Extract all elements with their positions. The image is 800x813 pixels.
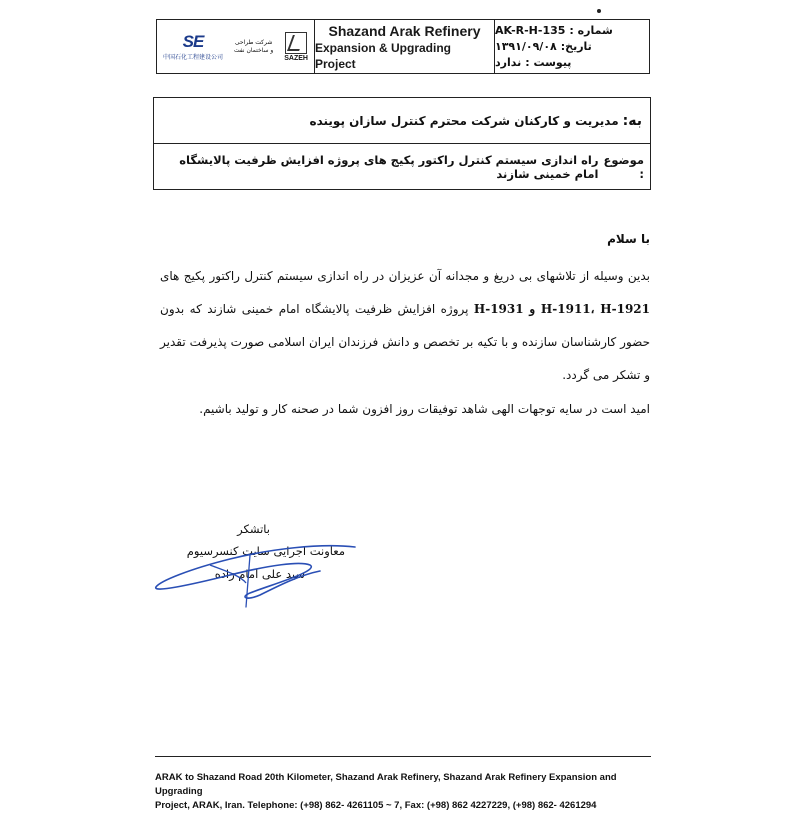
number-label: شماره : <box>569 23 613 37</box>
footer-line1: ARAK to Shazand Road 20th Kilometer, Shazand Arak Refinery, Shazand Arak Refinery Expansion and Upgrading <box>155 772 617 797</box>
company-logo: شرکت طراحی و ساختمان نفت <box>233 38 274 54</box>
sazeh-logo-text: SAZEH <box>284 54 308 62</box>
addressee-box <box>153 97 651 190</box>
sei-logo-text: SE <box>182 32 204 51</box>
subject-line <box>154 144 650 190</box>
logo-strip <box>157 20 315 73</box>
attachment-label: پیوست : <box>525 55 572 69</box>
footer-line2: Project, ARAK, Iran. Telephone: (+98) 862- 4261105 ~ 7, Fax: (+98) 862 4227229, (+98) 862- 4261294 <box>155 800 597 811</box>
body-paragraph-part2: پروژه افزایش ظرفیت پالایشگاه امام خمینی شازند که بدون حضور کارشناسان سازنده و با تکیه بر تخصص و دانش فرزندان ایران اسلامی صورت پذیرفت تقدیر و تشکر می گردد. <box>160 302 650 382</box>
letter-attachment <box>495 55 571 71</box>
body-paragraph <box>160 260 650 392</box>
subject-text: راه اندازی سیستم کنترل راکتور پکیج های پروژه افزایش ظرفیت پالایشگاه امام خمینی شازند <box>179 153 599 181</box>
attachment-value: ندارد <box>495 55 522 69</box>
project-title-line2: Expansion & Upgrading Project <box>315 40 452 71</box>
closing-sentence: امید است در سایه توجهات الهی شاهد توفیقات روز افزون شما در صحنه کار و تولید باشیم. <box>199 402 650 416</box>
signature-name: سید علی امام زاده <box>214 567 305 581</box>
package-codes: H-1911، H-1921 و H-1931 <box>473 302 650 316</box>
letterhead <box>156 19 650 74</box>
sei-logo <box>163 32 223 61</box>
date-label: تاریخ: <box>560 39 592 53</box>
letter-meta <box>495 20 649 73</box>
page-mark <box>597 9 601 13</box>
letter-number <box>495 23 613 39</box>
sazeh-logo-icon <box>285 32 307 54</box>
date-value: ۱۳۹۱/۰۹/۰۸ <box>495 39 557 53</box>
body-paragraph-part1: بدین وسیله از تلاشهای بی دریغ و مجدانه آن عزیزان در راه اندازی سیستم کنترل راکتور پکیج های <box>160 269 650 283</box>
greeting: با سلام <box>607 232 650 246</box>
subject-label: موضوع : <box>603 153 644 181</box>
footer-address <box>155 756 651 813</box>
signature-position: معاونت اجرایی سایت کنسرسیوم <box>186 544 345 558</box>
project-title <box>315 20 495 73</box>
recipient-text: مدیریت و کارکنان شرکت محترم کنترل سازان پوینده <box>309 113 619 128</box>
number-value: AK-R-H-135 <box>495 23 566 37</box>
sei-logo-subtext: 中国石化工程建设公司 <box>163 54 224 61</box>
recipient-line <box>154 98 650 144</box>
letter-date <box>495 39 592 55</box>
recipient-label: به: <box>622 112 642 129</box>
sazeh-logo <box>284 32 308 62</box>
project-title-line1: Shazand Arak Refinery <box>328 22 481 39</box>
signature-thanks: باتشکر <box>237 522 270 536</box>
handwritten-signature-icon <box>150 535 370 615</box>
